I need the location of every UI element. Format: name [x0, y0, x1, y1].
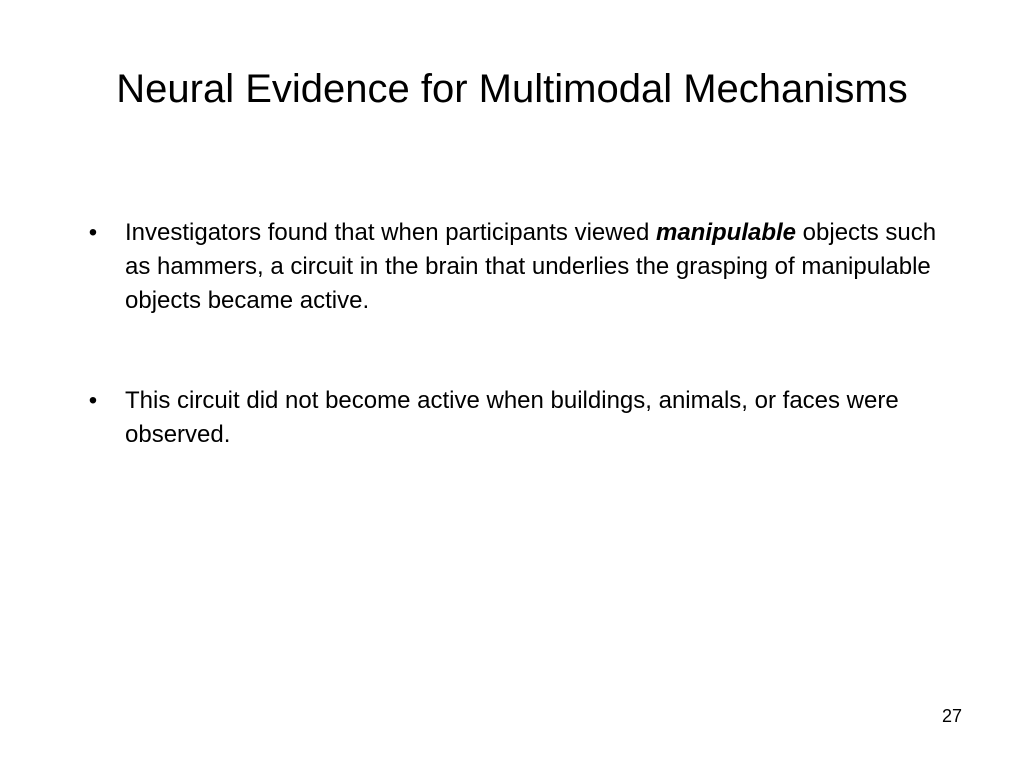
bullet-icon: •	[88, 219, 98, 246]
bullet-text-after: objects such as hammers, a circuit in the brain that underlies the grasping of manipulable objects became active.	[125, 219, 937, 314]
page-number: 27	[941, 706, 962, 726]
bullet-text-before: Investigators found that when participants viewed	[125, 219, 656, 246]
bullet-icon: •	[88, 387, 98, 414]
bullet-list	[83, 216, 953, 452]
bullet-item	[83, 384, 953, 452]
slide-title: Neural Evidence for Multimodal Mechanisms	[116, 67, 908, 111]
bullet-text-before: This circuit did not become active when buildings, animals, or faces were observed.	[125, 387, 899, 448]
bullet-item	[83, 216, 953, 318]
bullet-emphasis: manipulable	[655, 219, 797, 246]
